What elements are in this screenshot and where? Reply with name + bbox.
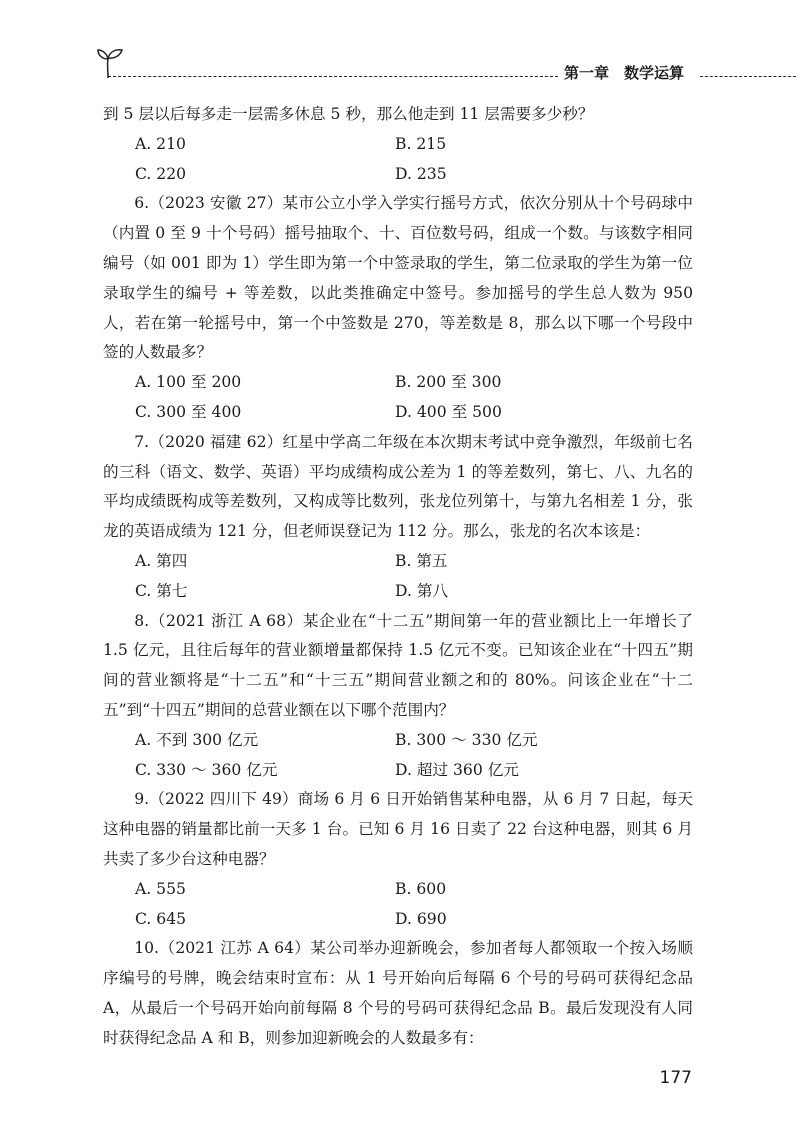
answer-option: C. 300 至 400 [135,402,242,421]
option-row [103,726,693,756]
answer-option: D. 235 [395,164,447,183]
answer-option: D. 690 [395,909,447,928]
option-row [103,547,693,577]
question-paragraph: 8.（2021 浙江 A 68）某企业在“十二五”期间第一年的营业额比上一年增长了 1.5 亿元，且往后每年的营业额增量都保持 1.5 亿元不变。已知该企业在“十四五”期间的营业额将是“十二五”和“十三五”期间营业额之和的 80%。问该企业在“十二五”到“十四五”期间的总营业额在以下哪个范围内？ [103,611,693,719]
chapter-title: 第一章 数学运算 [564,64,685,82]
answer-option: C. 第七 [135,581,188,600]
option-row [103,130,693,160]
answer-option: A. 第四 [135,551,188,570]
answer-option: B. 215 [395,134,447,153]
answer-option: B. 200 至 300 [395,373,502,392]
question-paragraph: 到 5 层以后每多走一层需多休息 5 秒，那么他走到 11 层需要多少秒？ [103,105,594,123]
answer-option: D. 400 至 500 [395,402,502,421]
header-rule-left [108,76,558,77]
page-number: 177 [659,1068,692,1088]
option-row [103,905,693,935]
option-row [103,756,693,786]
answer-option: A. 555 [135,879,186,898]
option-row [103,398,693,428]
option-row [103,875,693,905]
answer-option: C. 645 [135,909,187,928]
header-rule-right [700,76,796,77]
question-paragraph: 10.（2021 江苏 A 64）某公司举办迎新晚会，参加者每人都领取一个按入场顺序编号的号牌，晚会结束时宣布：从 1 号开始向后每隔 6 个号的号码可获得纪念品 A，从最后一个号码开始向前每隔 8 个号的号码可获得纪念品 B。最后发现没有人同时获得纪念品 A 和 B，则参加迎新晚会的人数最多有： [103,939,693,1047]
answer-option: B. 300 ～ 330 亿元 [395,730,538,749]
question-paragraph: 7.（2020 福建 62）红星中学高二年级在本次期末考试中竞争激烈，年级前七名的三科（语文、数学、英语）平均成绩构成公差为 1 的等差数列，第七、八、九名的平均成绩既构成等差数列，又构成等比数列，张龙位列第十，与第九名相差 1 分，张龙的英语成绩为 121 分，但老师误登记为 112 分。那么，张龙的名次本该是： [103,432,693,541]
answer-option: D. 超过 360 亿元 [395,760,519,779]
page-content [103,100,693,1054]
answer-option: B. 600 [395,879,447,898]
answer-option: A. 不到 300 亿元 [135,730,259,749]
sprout-icon [96,46,126,80]
answer-option: C. 330 ～ 360 亿元 [135,760,278,779]
option-row [103,368,693,398]
question-paragraph: 9.（2022 四川下 49）商场 6 月 6 日开始销售某种电器，从 6 月 7 日起，每天这种电器的销量都比前一天多 1 台。已知 6 月 16 日卖了 22 台这种电器，则其 6 月共卖了多少台这种电器？ [103,790,693,868]
page-header [96,46,800,86]
option-row [103,160,693,190]
option-row [103,577,693,607]
question-paragraph: 6.（2023 安徽 27）某市公立小学入学实行摇号方式，依次分别从十个号码球中（内置 0 至 9 十个号码）摇号抽取个、十、百位数号码，组成一个数。与该数字相同编号（如 001 即为 1）学生即为第一个中签录取的学生，第二位录取的学生为第一位录取学生的编号 + 等差数，以此类推确定中签号。参加摇号的学生总人数为 950 人，若在第一轮摇号中，第一个中签数是 270，等差数是 8，那么以下哪一个号段中签的人数最多？ [103,194,693,362]
answer-option: B. 第五 [395,551,448,570]
answer-option: C. 220 [135,164,187,183]
answer-option: A. 210 [135,134,186,153]
answer-option: A. 100 至 200 [135,373,242,392]
answer-option: D. 第八 [395,581,449,600]
